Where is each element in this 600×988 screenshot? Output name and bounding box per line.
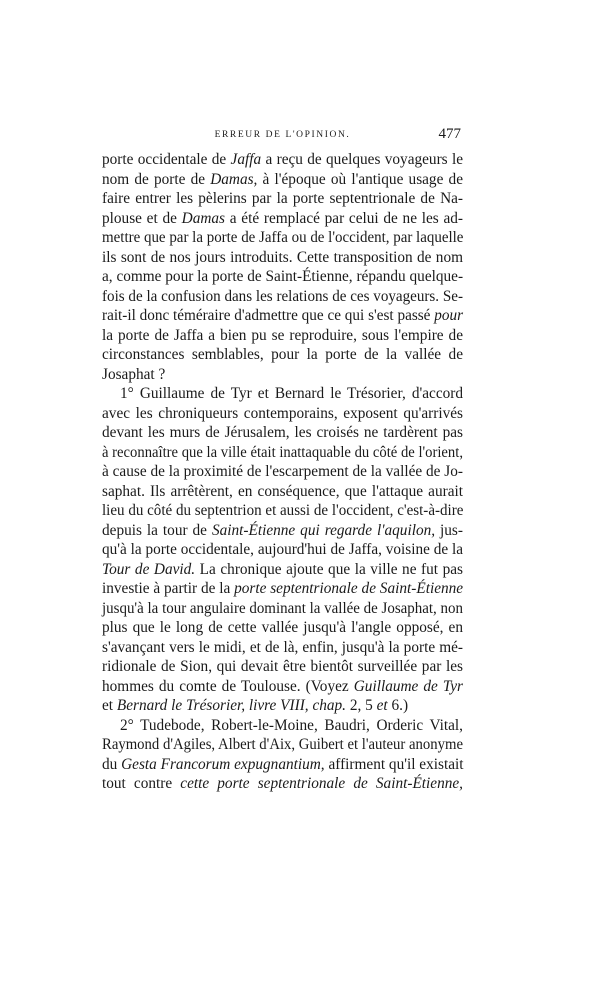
text-line <box>102 306 463 326</box>
text-line <box>102 384 463 404</box>
text-segment: depuis la tour de <box>102 521 212 539</box>
text-segment: hommes du comte de Toulouse. (Voyez <box>102 677 354 695</box>
text-line <box>102 482 463 502</box>
text-segment: 2, 5 <box>346 697 377 714</box>
text-segment: 6.) <box>387 697 409 714</box>
text-line <box>102 170 463 190</box>
text-segment: devant les murs de Jérusalem, les croisés ne tardèrent pas <box>102 424 463 441</box>
text-segment: 2° Tudebode, Robert-le-Moine, Baudri, Orderic Vital, <box>120 716 463 734</box>
text-segment: jusqu'à la tour angulaire dominant la vallée de Josaphat, non <box>102 599 463 617</box>
text-segment: du <box>102 755 122 773</box>
text-line <box>102 735 463 755</box>
text-segment: rait-il donc téméraire d'admettre que ce qui s'est passé <box>102 307 435 324</box>
text-segment: lieu du côté du septentrion et aussi de l'occident, c'est-à-dire <box>102 502 464 519</box>
text-line <box>102 423 463 443</box>
text-line <box>102 228 463 248</box>
italic-text: pour <box>434 307 463 324</box>
italic-text: cette porte septentrionale de Saint-Étienne, <box>180 775 463 792</box>
text-segment: et <box>102 697 117 714</box>
text-segment: avec les chroniqueurs contemporains, exposent qu'arrivés <box>102 404 463 422</box>
italic-text: Gesta Francorum expugnantium, <box>121 755 325 773</box>
text-segment: 1° Guillaume de Tyr et Bernard le Trésorier, d'accord <box>120 385 463 402</box>
text-segment: investie à partir de la <box>102 580 235 597</box>
italic-text: Damas, <box>210 170 258 188</box>
text-line <box>102 774 463 794</box>
text-segment: La chronique ajoute que la ville ne fut pas <box>195 560 463 578</box>
text-line <box>102 462 463 482</box>
text-line <box>102 560 463 580</box>
text-line <box>102 696 463 716</box>
text-segment: porte occidentale de <box>102 151 231 168</box>
text-line <box>102 287 463 307</box>
text-segment: nom de porte de <box>102 170 211 188</box>
text-line <box>102 579 463 599</box>
running-title: ERREUR DE L'OPINION. <box>214 130 351 140</box>
text-line <box>102 618 463 638</box>
text-line <box>102 209 463 229</box>
text-line <box>102 345 463 365</box>
text-line <box>102 404 463 424</box>
text-segment: jus- <box>435 521 463 539</box>
text-segment: tout contre <box>102 775 181 792</box>
text-line <box>102 677 463 697</box>
text-segment: qu'à la porte occidentale, aujourd'hui de Jaffa, voisine de la <box>102 541 463 558</box>
text-line <box>102 657 463 677</box>
italic-text: Bernard le Trésorier, livre VIII, chap. <box>116 697 347 714</box>
page-header <box>102 126 463 146</box>
text-line <box>102 501 463 521</box>
text-segment: ils sont de nos jours introduits. Cette transposition de nom <box>102 248 463 266</box>
text-segment: plus que le long de cette vallée jusqu'à l'angle opposé, en <box>102 619 463 636</box>
text-segment: affirment qu'il existait <box>324 755 464 773</box>
text-line <box>102 716 463 736</box>
text-segment: à l'époque où l'antique usage de <box>257 170 463 188</box>
text-segment: la porte de Jaffa a bien pu se reproduire, sous l'empire de <box>102 326 463 344</box>
page-number: 477 <box>438 126 461 142</box>
text-segment: a, comme pour la porte de Saint-Étienne, répandu quelque- <box>102 268 464 285</box>
text-line <box>102 755 463 775</box>
text-line <box>102 638 463 658</box>
text-line <box>102 189 463 209</box>
text-segment: circonstances semblables, pour la porte de la vallée de <box>102 346 463 363</box>
text-segment: à cause de la proximité de l'escarpement de la vallée de Jo- <box>102 463 463 480</box>
text-line <box>102 150 463 170</box>
italic-text: et <box>376 697 388 714</box>
text-line <box>102 365 463 385</box>
italic-text: porte septentrionale de Saint-Étienne <box>234 580 464 597</box>
text-line <box>102 540 463 560</box>
italic-text: Tour de David. <box>102 560 196 578</box>
text-segment: Raymond d'Agiles, Albert d'Aix, Guibert et l'auteur anonyme <box>102 736 463 753</box>
italic-text: Guillaume de Tyr <box>353 677 463 695</box>
text-line <box>102 267 463 287</box>
text-segment: saphat. Ils arrêtèrent, en conséquence, que l'attaque aurait <box>102 482 463 500</box>
text-segment: ridionale de Sion, qui devait être bientôt surveillée par les <box>102 658 463 675</box>
italic-text: Damas <box>181 209 225 227</box>
text-segment: s'avançant vers le midi, et de là, enfin, jusqu'à la porte mé- <box>102 638 463 656</box>
text-segment: Josaphat ? <box>102 365 166 383</box>
text-segment: a reçu de quelques voyageurs le <box>261 151 463 168</box>
text-segment: a été remplacé par celui de ne les ad- <box>225 209 464 227</box>
text-segment: plouse et de <box>102 209 182 227</box>
text-line <box>102 599 463 619</box>
text-line <box>102 443 463 463</box>
text-line <box>102 521 463 541</box>
body-text <box>102 150 463 794</box>
text-line <box>102 248 463 268</box>
text-segment: fois de la confusion dans les relations de ces voyageurs. Se- <box>102 287 463 305</box>
text-segment: mettre que par la porte de Jaffa ou de l'occident, par laquelle <box>102 229 464 246</box>
text-line <box>102 326 463 346</box>
italic-text: Saint-Étienne qui regarde l'aquilon, <box>211 521 436 539</box>
text-segment: à reconnaître que la ville était inattaquable du côté de l'orient, <box>102 443 463 461</box>
italic-text: Jaffa <box>230 151 262 168</box>
text-segment: faire entrer les pèlerins par la porte septentrionale de Na- <box>102 190 463 207</box>
